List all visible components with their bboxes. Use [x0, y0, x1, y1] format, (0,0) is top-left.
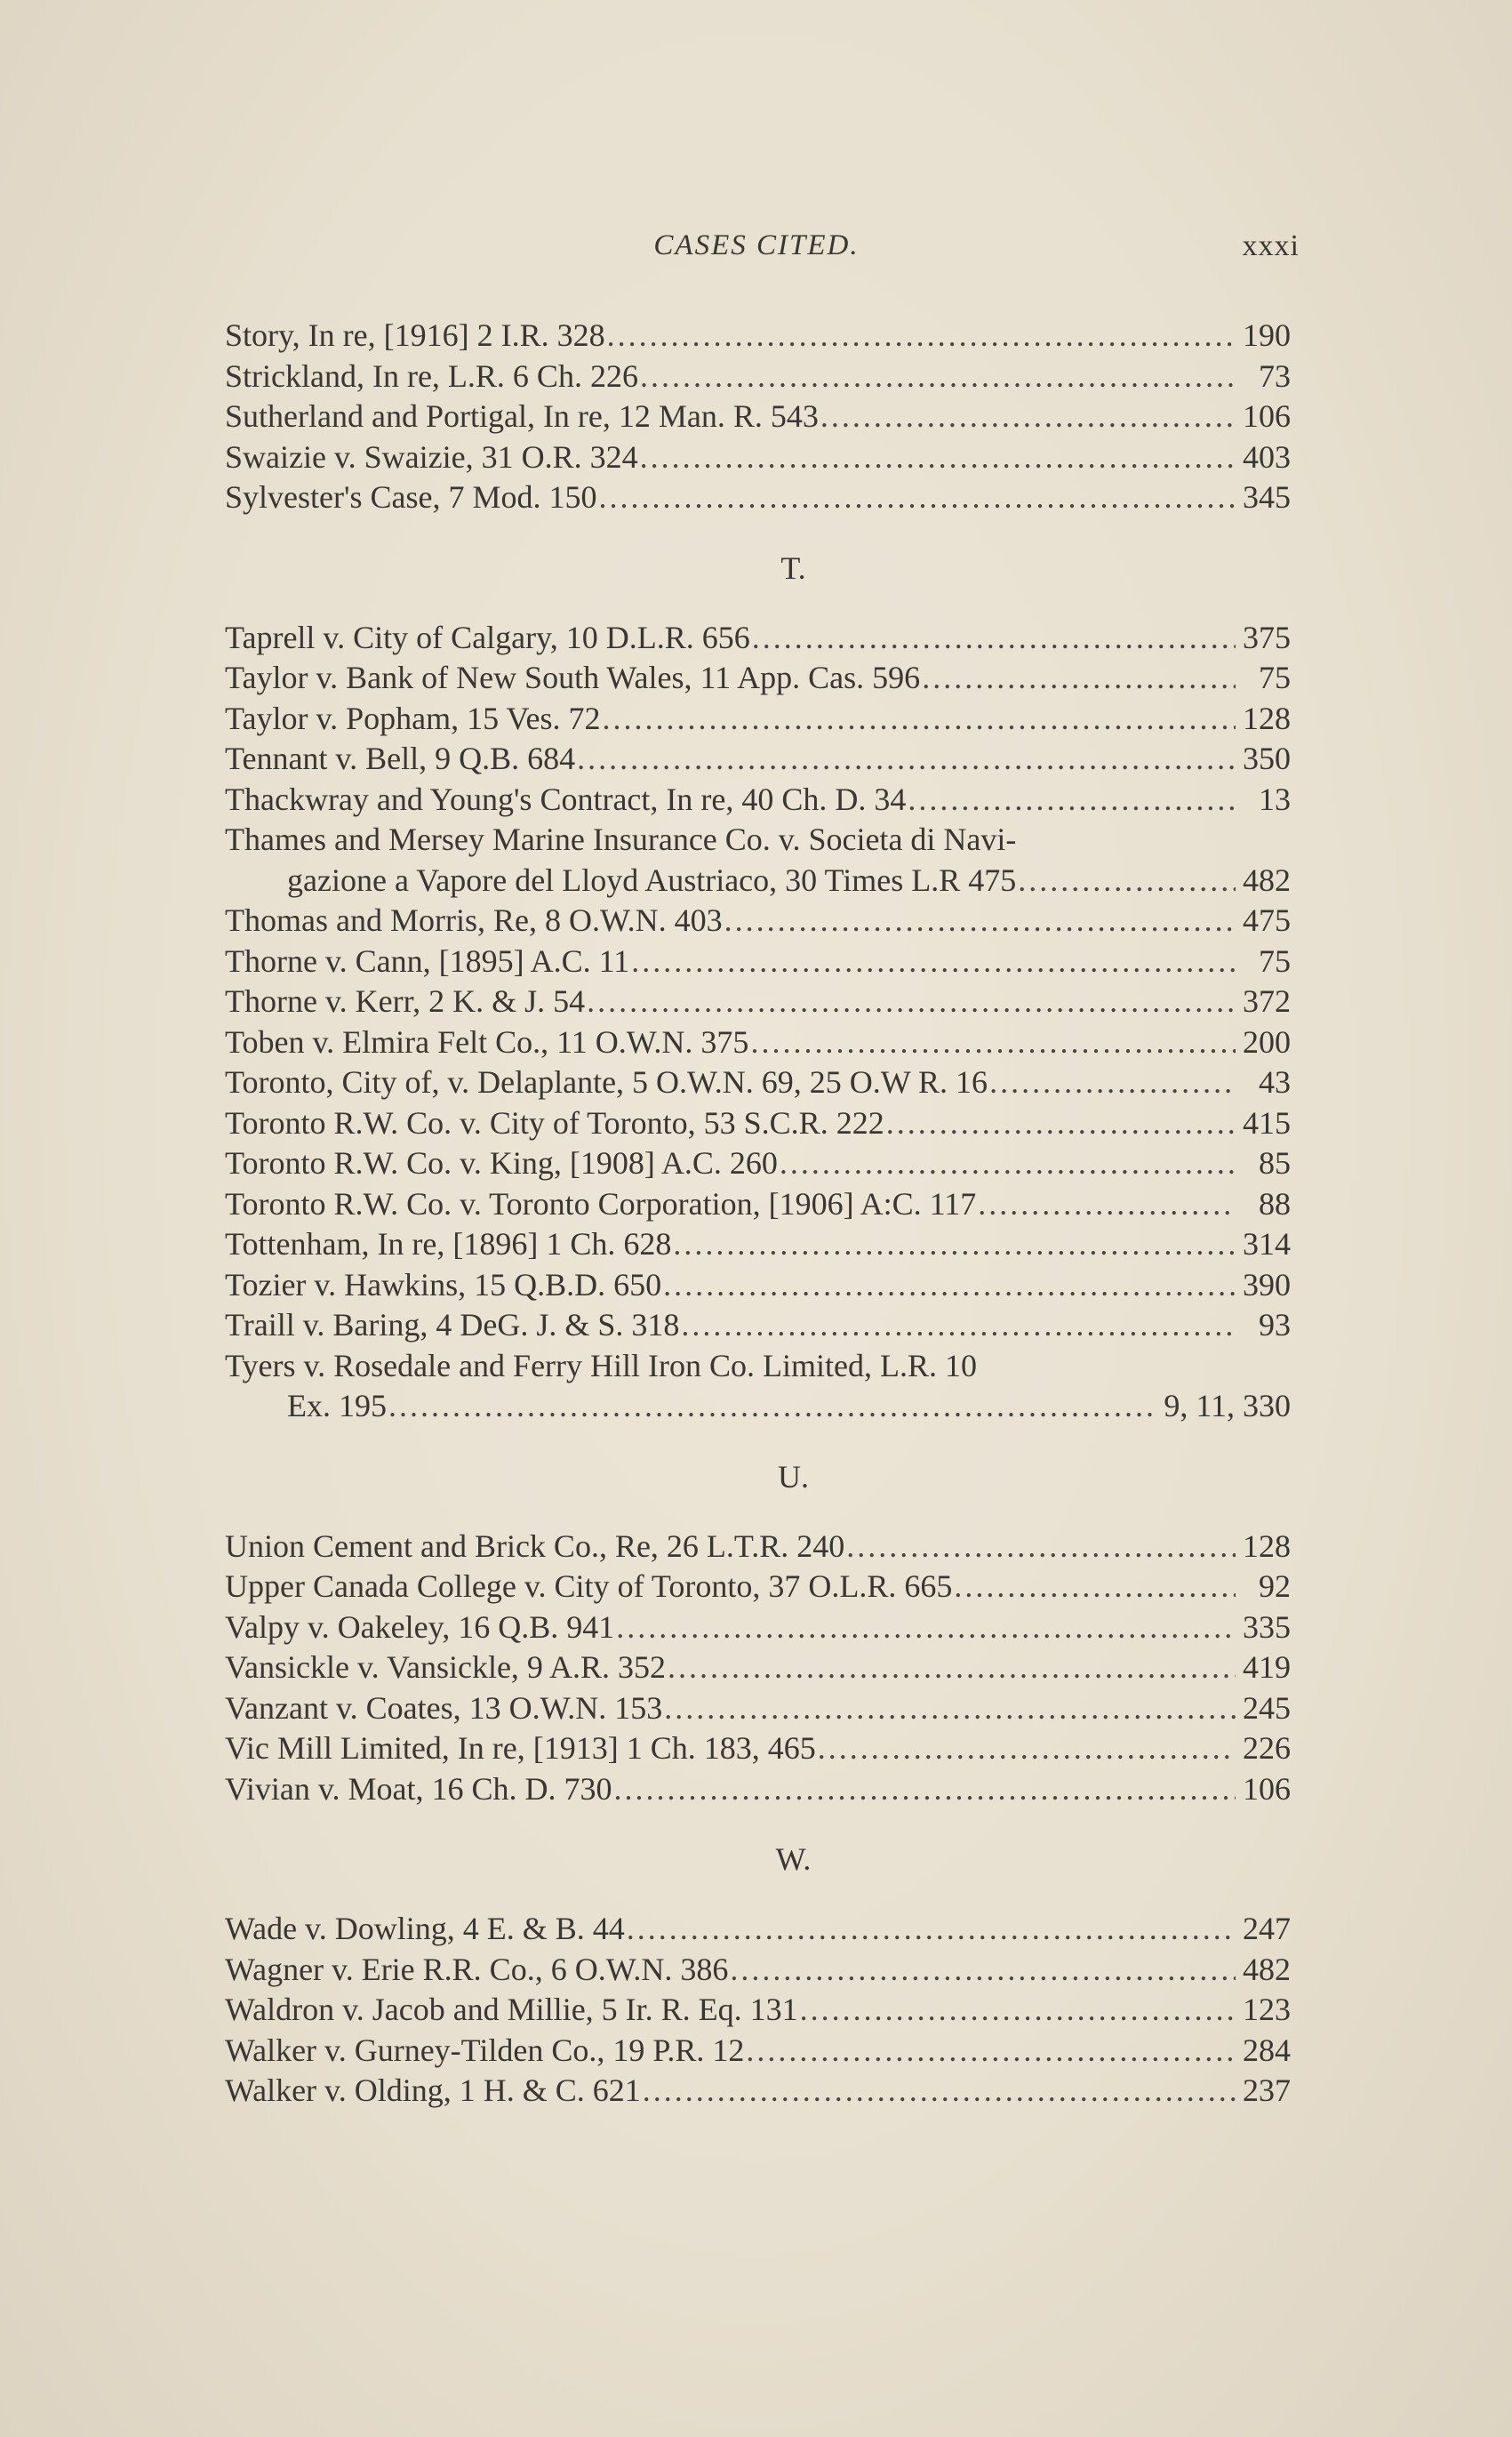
dot-leader — [640, 357, 1236, 397]
index-entry — [225, 780, 1291, 821]
page-reference: 335 — [1243, 1608, 1291, 1645]
dot-leader — [663, 1265, 1236, 1306]
case-name: Tottenham, In re, [1896] 1 Ch. 628 — [225, 1226, 672, 1262]
case-name: Toronto, City of, v. Delaplante, 5 O.W.N. 69, 25 O.W R. 16 — [225, 1064, 988, 1100]
index-section — [225, 1455, 1291, 1810]
page-reference: 9, 11, 330 — [1164, 1388, 1291, 1423]
case-name: Walker v. Gurney-Tilden Co., 19 P.R. 12 — [225, 2032, 745, 2068]
case-name: Swaizie v. Swaizie, 31 O.R. 324 — [225, 438, 638, 475]
dot-leader — [640, 437, 1236, 478]
page-reference: 75 — [1259, 660, 1291, 695]
index-entry — [225, 1062, 1291, 1103]
dot-leader — [886, 1103, 1236, 1144]
index-entry — [225, 1728, 1291, 1769]
dot-leader — [587, 982, 1236, 1022]
index-entry — [225, 1224, 1291, 1265]
index-entry — [225, 1688, 1291, 1729]
case-index — [225, 316, 1291, 2112]
index-entry — [225, 397, 1291, 437]
page-reference: 415 — [1243, 1104, 1291, 1141]
dot-leader — [730, 1950, 1236, 1991]
dot-leader — [752, 618, 1236, 659]
case-name: Tozier v. Hawkins, 15 Q.B.D. 650 — [225, 1266, 662, 1303]
page-reference: 247 — [1243, 1911, 1291, 1946]
dot-leader — [746, 2031, 1236, 2072]
index-entry — [225, 1305, 1291, 1346]
dot-leader — [607, 316, 1236, 357]
case-name: Wagner v. Erie R.R. Co., 6 O.W.N. 386 — [225, 1951, 729, 1987]
index-entry — [225, 618, 1291, 659]
page-reference: 375 — [1243, 619, 1291, 655]
case-name: Taylor v. Bank of New South Wales, 11 App. Cas. 596 — [225, 660, 921, 695]
index-entry — [225, 1647, 1291, 1688]
case-name: Toben v. Elmira Felt Co., 11 O.W.N. 375 — [225, 1023, 749, 1060]
page-reference: 93 — [1259, 1307, 1291, 1343]
index-section — [225, 1838, 1291, 2112]
case-name: Sylvester's Case, 7 Mod. 150 — [225, 479, 597, 515]
index-entry — [225, 2031, 1291, 2072]
dot-leader — [602, 699, 1236, 740]
index-entry — [225, 1527, 1291, 1567]
case-name: Taylor v. Popham, 15 Ves. 72 — [225, 700, 601, 736]
page-reference: 92 — [1259, 1568, 1291, 1604]
page-reference: 345 — [1243, 479, 1291, 515]
case-name-continued: gazione a Vapore del Lloyd Austriaco, 30 Times L.R 475 — [287, 862, 1017, 898]
case-name-continued-line — [225, 861, 1291, 902]
case-name: Story, In re, [1916] 2 I.R. 328 — [225, 317, 605, 353]
index-entry — [225, 2071, 1291, 2112]
section-letter: U. — [778, 1458, 809, 1495]
dot-leader — [668, 1647, 1236, 1688]
dot-leader — [616, 1607, 1236, 1648]
dot-leader — [643, 2071, 1236, 2112]
case-name: Union Cement and Brick Co., Re, 26 L.T.R. 240 — [225, 1527, 845, 1564]
page-reference: 226 — [1243, 1730, 1291, 1766]
index-entry — [225, 316, 1291, 357]
dot-leader — [818, 1728, 1236, 1769]
case-name: Sutherland and Portigal, In re, 12 Man. R. 543 — [225, 398, 819, 434]
case-name: Taprell v. City of Calgary, 10 D.L.R. 656 — [225, 619, 750, 655]
page-reference: 314 — [1243, 1226, 1291, 1262]
index-entry — [225, 1143, 1291, 1184]
page-reference: 284 — [1243, 2032, 1291, 2068]
dot-leader — [820, 397, 1236, 437]
case-name: Vanzant v. Coates, 13 O.W.N. 153 — [225, 1689, 663, 1726]
case-name: Thackwray and Young's Contract, In re, 40 Ch. D. 34 — [225, 781, 907, 817]
page-reference: 419 — [1243, 1649, 1291, 1685]
page-reference: 73 — [1259, 357, 1291, 394]
page-reference: 390 — [1243, 1266, 1291, 1303]
index-entry — [225, 1265, 1291, 1306]
case-name: Thorne v. Cann, [1895] A.C. 11 — [225, 942, 630, 979]
case-name: Thorne v. Kerr, 2 K. & J. 54 — [225, 983, 586, 1019]
index-section — [225, 547, 1291, 1427]
page-reference: 372 — [1243, 983, 1291, 1019]
case-name: Upper Canada College v. City of Toronto, 37 O.L.R. 665 — [225, 1568, 953, 1604]
running-header — [213, 229, 1300, 274]
page-reference: 482 — [1243, 862, 1291, 898]
case-name-continued: Ex. 195 — [287, 1388, 387, 1423]
page-number: xxxi — [1242, 229, 1300, 262]
dot-leader — [780, 1143, 1236, 1184]
running-title: CASES CITED. — [653, 229, 860, 261]
index-entry — [225, 658, 1291, 699]
case-name: Wade v. Dowling, 4 E. & B. 44 — [225, 1911, 625, 1946]
index-entry — [225, 982, 1291, 1022]
dot-leader — [664, 1688, 1236, 1729]
page-reference: 88 — [1259, 1185, 1291, 1222]
index-entry — [225, 1567, 1291, 1607]
case-name: Thames and Mersey Marine Insurance Co. v. Societa di Navi- — [225, 822, 1017, 857]
page-reference: 475 — [1243, 902, 1291, 938]
dot-leader — [846, 1527, 1236, 1567]
dot-leader — [750, 1022, 1236, 1063]
page-reference: 245 — [1243, 1689, 1291, 1726]
case-name: Toronto R.W. Co. v. King, [1908] A.C. 260 — [225, 1145, 778, 1181]
dot-leader — [954, 1567, 1236, 1607]
dot-leader — [613, 1769, 1236, 1810]
index-entry — [225, 820, 1291, 901]
index-entry — [225, 901, 1291, 942]
page-reference: 123 — [1243, 1992, 1291, 2027]
case-name: Toronto R.W. Co. v. Toronto Corporation, [1906] A:C. 117 — [225, 1185, 977, 1222]
dot-leader — [989, 1062, 1236, 1103]
index-entry — [225, 699, 1291, 740]
dot-leader — [631, 942, 1236, 982]
page-reference: 85 — [1259, 1145, 1291, 1181]
dot-leader — [922, 658, 1236, 699]
index-entry — [225, 1990, 1291, 2031]
index-entry — [225, 1607, 1291, 1648]
index-entry — [225, 942, 1291, 982]
case-name: Thomas and Morris, Re, 8 O.W.N. 403 — [225, 902, 723, 938]
case-name: Tyers v. Rosedale and Ferry Hill Iron Co. Limited, L.R. 10 — [225, 1347, 977, 1383]
dot-leader — [1018, 861, 1236, 902]
section-letter: W. — [775, 1841, 812, 1877]
case-name: Vic Mill Limited, In re, [1913] 1 Ch. 183, 465 — [225, 1730, 816, 1766]
page-reference: 190 — [1243, 317, 1291, 353]
page-reference: 128 — [1243, 700, 1291, 736]
dot-leader — [577, 739, 1236, 780]
index-section — [225, 316, 1291, 518]
section-letter: T. — [780, 549, 806, 586]
case-name: Vansickle v. Vansickle, 9 A.R. 352 — [225, 1649, 666, 1685]
dot-leader — [598, 477, 1236, 518]
case-name: Vivian v. Moat, 16 Ch. D. 730 — [225, 1770, 612, 1807]
case-name: Toronto R.W. Co. v. City of Toronto, 53 S.C.R. 222 — [225, 1104, 884, 1141]
dot-leader — [681, 1305, 1236, 1346]
index-entry — [225, 357, 1291, 397]
page-reference: 128 — [1243, 1527, 1291, 1564]
page-reference: 237 — [1243, 2072, 1291, 2108]
page-reference: 106 — [1243, 398, 1291, 434]
case-name-continued-line — [225, 1386, 1291, 1427]
index-entry — [225, 1909, 1291, 1950]
dot-leader — [724, 901, 1236, 942]
index-entry — [225, 1022, 1291, 1063]
dot-leader — [627, 1909, 1236, 1950]
page-reference: 106 — [1243, 1770, 1291, 1807]
case-name: Traill v. Baring, 4 DeG. J. & S. 318 — [225, 1307, 680, 1343]
page-reference: 43 — [1259, 1064, 1291, 1100]
dot-leader — [908, 780, 1236, 821]
dot-leader — [388, 1386, 1158, 1427]
case-name: Tennant v. Bell, 9 Q.B. 684 — [225, 741, 576, 776]
case-name: Walker v. Olding, 1 H. & C. 621 — [225, 2072, 641, 2108]
page-reference: 403 — [1243, 438, 1291, 475]
index-entry — [225, 739, 1291, 780]
page-reference: 200 — [1243, 1023, 1291, 1060]
index-entry — [225, 1346, 1291, 1427]
dot-leader — [800, 1990, 1236, 2031]
index-entry — [225, 437, 1291, 478]
page-reference: 482 — [1243, 1951, 1291, 1987]
page-reference: 350 — [1243, 741, 1291, 776]
case-name: Strickland, In re, L.R. 6 Ch. 226 — [225, 357, 638, 394]
index-entry — [225, 1769, 1291, 1810]
index-entry — [225, 1103, 1291, 1144]
dot-leader — [978, 1184, 1236, 1225]
index-entry — [225, 477, 1291, 518]
case-name: Valpy v. Oakeley, 16 Q.B. 941 — [225, 1608, 615, 1645]
index-entry — [225, 1184, 1291, 1225]
page-reference: 75 — [1259, 942, 1291, 979]
case-name: Waldron v. Jacob and Millie, 5 Ir. R. Eq. 131 — [225, 1992, 798, 2027]
index-entry — [225, 1950, 1291, 1991]
dot-leader — [673, 1224, 1236, 1265]
page-reference: 13 — [1259, 781, 1291, 817]
